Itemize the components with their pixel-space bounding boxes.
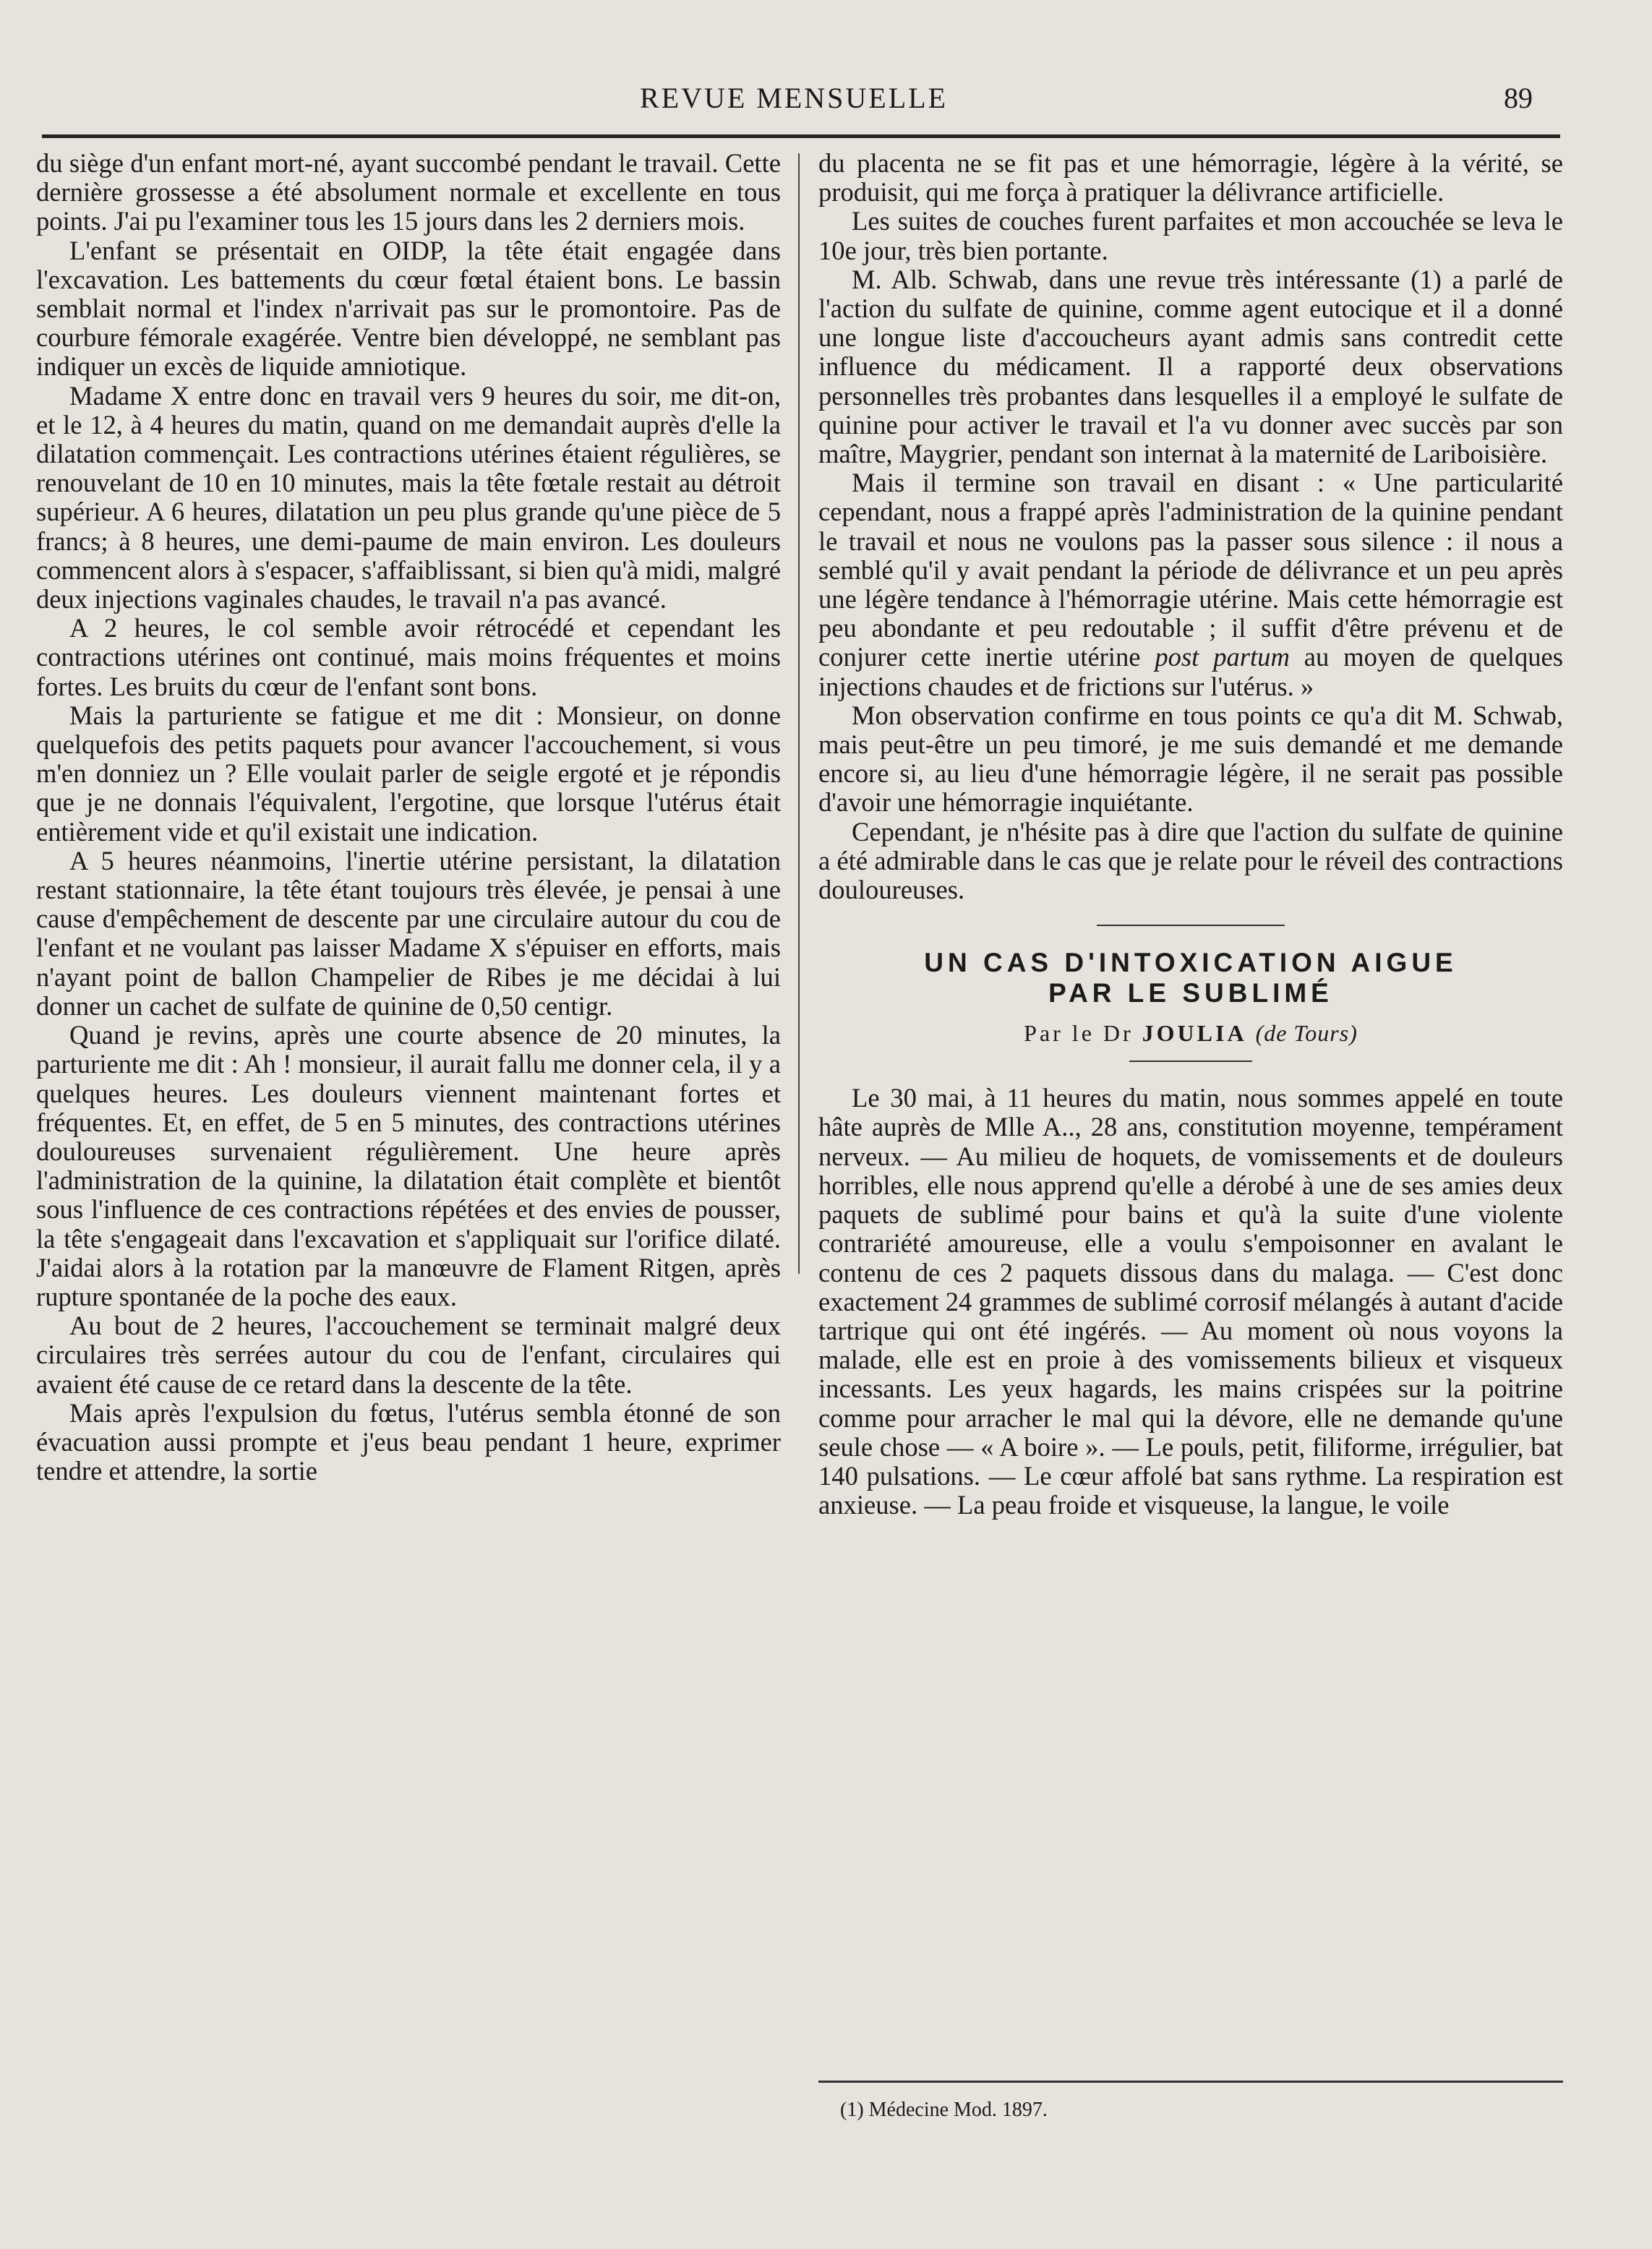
article-body: [818, 1084, 1563, 1520]
paragraph: Cependant, je n'hésite pas à dire que l'action du sulfate de quinine a été admirable dans le cas que je relate pour le réveil des contractions douloureuses.: [818, 816, 1563, 905]
paragraph: A 5 heures néanmoins, l'inertie utérine persistant, la dilatation restant stationnaire, la tête étant toujours très élevée, je pensai à une cause d'empêchement de descente par une circulaire autour du cou de l'enfant et ne voulant pas laisser Madame X s'épuiser en efforts, mais n'ayant point de ballon Champelier de Ribes je me décidai à lui donner un cachet de sulfate de quinine de 0,50 centigr.: [36, 845, 781, 1021]
left-column: [36, 149, 781, 1486]
paragraph: du siège d'un enfant mort-né, ayant succombé pendant le travail. Cette dernière grossesse a été absolument normale et excellente en tous points. J'ai pu l'examiner tous les 15 jours dans les 2 derniers mois.: [36, 148, 781, 236]
header-rule: [42, 134, 1560, 138]
paragraph: Mon observation confirme en tous points ce qu'a dit M. Schwab, mais peut-être un peu timoré, je me suis demandé et me demande encore si, au lieu d'une hémorragie légère, il ne serait pas possible d'avoir une hémorragie inquiétante.: [818, 700, 1563, 818]
paragraph: A 2 heures, le col semble avoir rétrocédé et cependant les contractions utérines ont continué, mais moins fréquentes et moins fortes. Les bruits du cœur de l'enfant sont bons.: [36, 613, 781, 701]
article-title-line: UN CAS D'INTOXICATION AIGUE: [924, 948, 1458, 978]
paragraph: Quand je revins, après une courte absence de 20 minutes, la parturiente me dit : Ah ! monsieur, il aurait fallu me donner cela, il y a quelques heures. Les douleurs viennent maintenant fortes et fréquentes. Et, en effet, de 5 en 5 minutes, des contractions utérines douloureuses survenaient régulièrement. Une heure après l'administration de la quinine, la dilatation était complète et bientôt sous l'influence de ces contractions répétées et des envies de pousser, la tête s'engageait dans l'excavation et s'appliquait sur l'orifice dilaté. J'aidai alors à la rotation par la manœuvre de Flament Ritgen, après rupture spontanée de la poche des eaux.: [36, 1020, 781, 1311]
paragraph: Les suites de couches furent parfaites et mon accouchée se leva le 10e jour, très bien portante.: [818, 206, 1563, 265]
running-header: [42, 81, 1546, 124]
footnote-rule: [818, 2081, 1563, 2083]
paragraph: Mais après l'expulsion du fœtus, l'utérus sembla étonné de son évacuation aussi prompte et j'eus beau pendant 1 heure, exprimer tendre et attendre, la sortie: [36, 1397, 781, 1486]
paragraph: Madame X entre donc en travail vers 9 heures du soir, me dit-on, et le 12, à 4 heures du matin, quand on me demandait auprès d'elle la dilatation commençait. Les contractions utérines étaient régulières, se renouvelant de 10 en 10 minutes, mais la tête fœtale restait au détroit supérieur. A 6 heures, dilatation un peu plus grande qu'une pièce de 5 francs; à 8 heures, une demi-paume de main environ. Les douleurs commencent alors à s'espacer, s'affaiblissant, si bien qu'à midi, malgré deux injections vaginales chaudes, le travail n'a pas avancé.: [36, 380, 781, 614]
byline-rule: [1129, 1061, 1252, 1062]
right-column: [818, 149, 1563, 1520]
paragraph: L'enfant se présentait en OIDP, la tête était engagée dans l'excavation. Les battements du cœur fœtal étaient bons. Le bassin semblait normal et l'index n'arrivait pas sur le promontoire. Pas de courbure fémorale exagérée. Ventre bien développé, ne semblant pas indiquer un excès de liquide amniotique.: [36, 235, 781, 382]
quote-text: Mais il termine son travail en disant : « Une particularité cependant, nous a frappé après l'administration de la quinine pendant le travail et nous ne voulons pas la passer sous silence : il nous a semblé qu'il y avait pendant la période de délivrance et un peu après une légère tendance à l'hémorragie utérine. Mais cette hémorragie est peu abondante et peu redoutable ; il suffit d'être prévenu et de conjurer cette inertie utérine: [818, 468, 1563, 672]
paragraph: Au bout de 2 heures, l'accouchement se terminait malgré deux circulaires très serrées autour du cou de l'enfant, circulaires qui avaient été cause de ce retard dans la descente de la tête.: [36, 1311, 781, 1399]
author-place: (de Tours): [1255, 1020, 1358, 1047]
byline-prefix: Par le Dr: [1024, 1020, 1134, 1047]
author-name: JOULIA: [1142, 1020, 1247, 1047]
paragraph: M. Alb. Schwab, dans une revue très intéressante (1) a parlé de l'action du sulfate de quinine, comme agent eutocique et il a donné une longue liste d'accoucheurs ayant admis sans contredit cette influence du médicament. Il a rapporté deux observations personnelles très probantes dans lesquelles il a employé le sulfate de quinine pour activer le travail et l'a vu donner avec succès par son maître, Maygrier, pendant son internat à la maternité de Lariboisière.: [818, 264, 1563, 469]
quote-paragraph: [818, 468, 1563, 701]
quote-text: au moyen de quelques injections chaudes et de frictions sur l'utérus. »: [818, 642, 1563, 701]
article-title: [818, 948, 1563, 1008]
paragraph: Mais la parturiente se fatigue et me dit : Monsieur, on donne quelquefois des petits paquets pour avancer l'accouchement, si vous m'en donniez un ? Elle voulait parler de seigle ergoté et je répondis que je ne donnais l'équivalent, l'ergotine, que lorsque l'utérus était entièrement vide et qu'il existait une indication.: [36, 700, 781, 847]
article-byline: [818, 1019, 1563, 1048]
paragraph: du placenta ne se fit pas et une hémorragie, légère à la vérité, se produisit, qui me força à pratiquer la délivrance artificielle.: [818, 148, 1563, 207]
footnote: (1) Médecine Mod. 1897.: [840, 2099, 1048, 2121]
journal-title: REVUE MENSUELLE: [639, 82, 949, 114]
article-title-line: PAR LE SUBLIMÉ: [1048, 978, 1333, 1008]
section-separator: [1097, 925, 1285, 926]
paragraph: Le 30 mai, à 11 heures du matin, nous sommes appelé en toute hâte auprès de Mlle A.., 28 ans, constitution moyenne, tempérament nerveux. — Au milieu de hoquets, de vomissements et de douleurs horribles, elle nous apprend qu'elle a dérobé à une de ses amies deux paquets de sublimé pour bains et qu'à la suite d'une violente contrariété amoureuse, elle a voulu s'empoisonner en avalant le contenu de ces 2 paquets dissous dans du malaga. — C'est donc exactement 24 grammes de sublimé corrosif mélangés à autant d'acide tartrique qui ont été ingérés. — Au moment où nous voyons la malade, elle est en proie à des vomissements bilieux et visqueux incessants. Les yeux hagards, les mains crispées sur la poitrine comme pour arracher le mal qui la dévore, elle ne demande qu'une seule chose — « A boire ». — Le pouls, petit, filiforme, irrégulier, bat 140 pulsations. — Le cœur affolé bat sans rythme. La respiration est anxieuse. — La peau froide et visqueuse, la langue, le voile: [818, 1083, 1563, 1520]
column-divider: [798, 153, 800, 1274]
quote-italic: post partum: [1155, 642, 1290, 672]
page-number: 89: [1504, 82, 1533, 114]
